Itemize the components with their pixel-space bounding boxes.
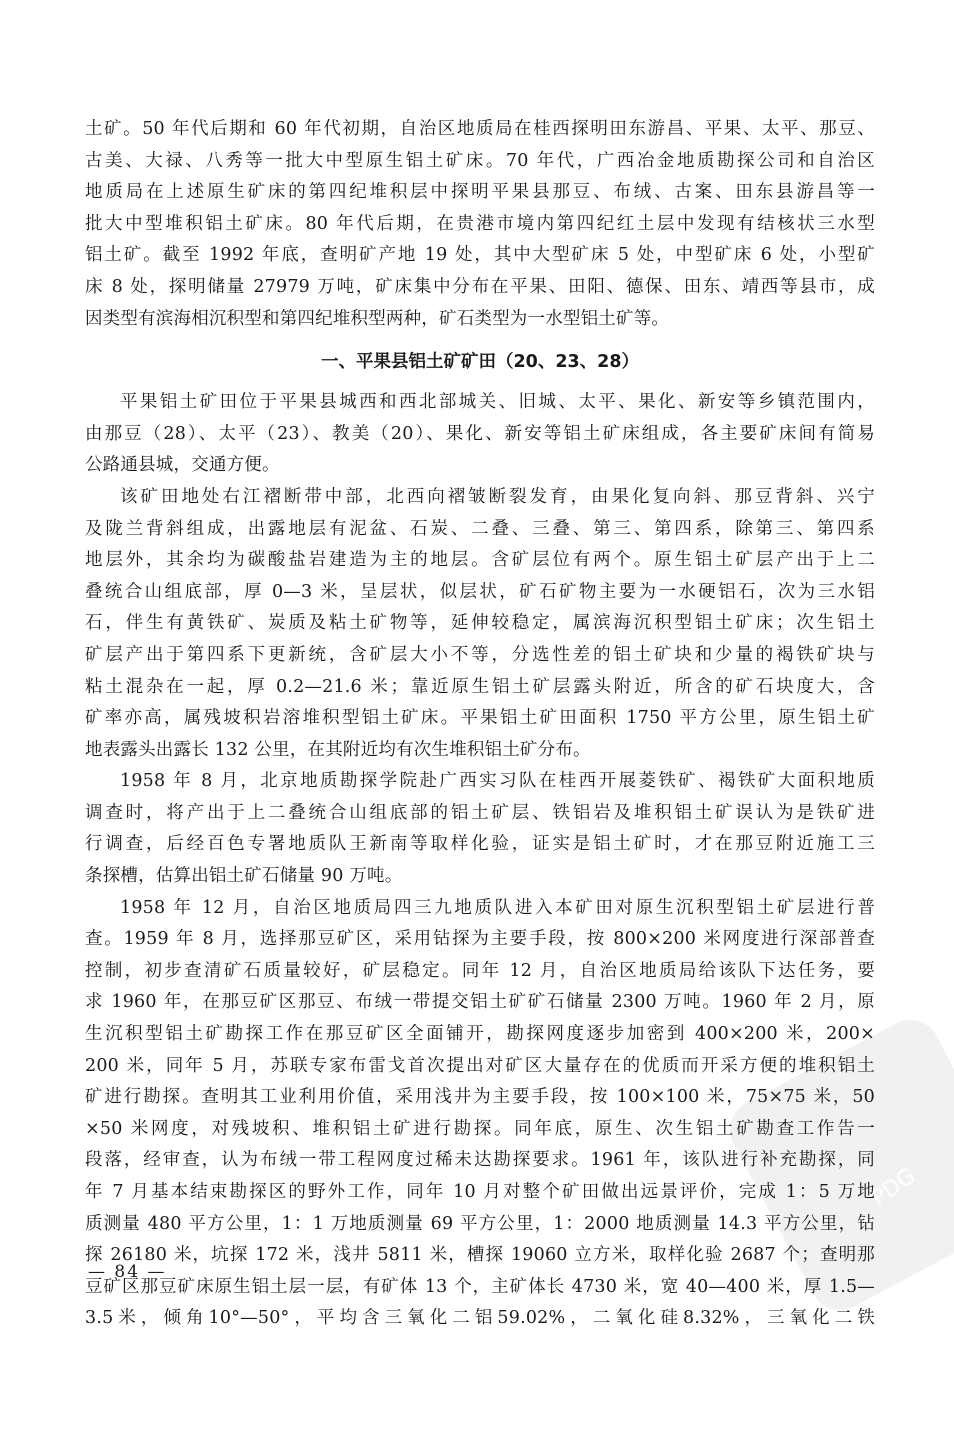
body-text xyxy=(85,114,875,1335)
text-line: 因类型有滨海相沉积型和第四纪堆积型两种，矿石类型为一水型铝土矿等。 xyxy=(85,308,670,329)
text-line: 1958 年 8 月，北京地质勘探学院赴广西实习队在桂西开展菱铁矿、褐铁矿大面积地质 xyxy=(120,771,875,792)
text-line: 年 7 月基本结束勘探区的野外工作，同年 10 月对整个矿田做出远景评价，完成 1：5 万地 xyxy=(85,1182,875,1202)
text-line: 地质局在上述原生矿床的第四纪堆积层中探明平果县那豆、布绒、古案、田东县游昌等一 xyxy=(85,182,875,203)
text-line: 叠统合山组底部，厚 0—3 米，呈层状，似层状，矿石矿物主要为一水硬铝石，次为三水铝 xyxy=(85,581,875,602)
paragraph-history-1958-aug xyxy=(85,766,875,892)
text-line: 公路通县城，交通方便。 xyxy=(85,455,280,476)
text-line: 条探槽，估算出铝土矿石储量 90 万吨。 xyxy=(85,866,403,887)
text-line: 质测量 480 平方公里，1：1 万地质测量 69 平方公里，1：2000 地质测量 14.3 平方公里，钻 xyxy=(85,1213,875,1234)
paragraph-location xyxy=(85,387,875,482)
text-line: 土矿。50 年代后期和 60 年代初期，自治区地质局在桂西探明田东游昌、平果、太平、那豆、 xyxy=(85,119,875,139)
text-line: 控制，初步查清矿石质量较好，矿层稳定。同年 12 月，自治区地质局给该队下达任务，要 xyxy=(85,960,875,981)
text-line: 求 1960 年，在那豆矿区那豆、布绒一带提交铝土矿矿石储量 2300 万吨。1960 年 2 月，原 xyxy=(85,992,875,1013)
text-line: 3.5米，倾角10°—50°，平均含三氧化二铝59.02%，二氧化硅8.32%，三氧化二铁 xyxy=(85,1308,875,1329)
text-line: 石，伴生有黄铁矿、炭质及粘土矿物等，延伸较稳定，属滨海沉积型铝土矿床；次生铝土 xyxy=(85,613,875,634)
paragraph-history-1958-dec xyxy=(85,893,875,1335)
text-line: 矿进行勘探。查明其工业利用价值，采用浅井为主要手段，按 100×100 米，75×75 米，50 xyxy=(85,1087,875,1108)
text-line: 批大中型堆积铝土矿床。80 年代后期，在贵港市境内第四纪红土层中发现有结核状三水型 xyxy=(85,213,875,234)
text-line: 行调查，后经百色专署地质队王新南等取样化验，证实是铝土矿时，才在那豆附近施工三 xyxy=(85,834,875,855)
text-line: 由那豆（28）、太平（23）、教美（20）、果化、新安等铝土矿床组成，各主要矿床间有简易 xyxy=(85,423,875,444)
text-line: 探 26180 米，坑探 172 米，浅井 5811 米，槽探 19060 立方米，取样化验 2687 个；查明那 xyxy=(85,1245,875,1266)
text-line: 查。1959 年 8 月，选择那豆矿区，采用钻探为主要手段，按 800×200 米网度进行深部普查 xyxy=(85,929,875,950)
intro-paragraph xyxy=(85,114,875,335)
watermark-text: PDG xyxy=(867,1163,921,1212)
text-line: 粘土混杂在一起，厚 0.2—21.6 米；靠近原生铝土矿层露头附近，所含的矿石块度大，含 xyxy=(85,676,875,697)
text-line: 1958 年 12 月，自治区地质局四三九地质队进入本矿田对原生沉积型铝土矿层进行普 xyxy=(120,897,875,918)
text-line: 200 米，同年 5 月，苏联专家布雷戈首次提出对矿区大量存在的优质而开采方便的堆积铝土 xyxy=(85,1055,875,1076)
paragraph-geology xyxy=(85,482,875,766)
page-number: — 84 — xyxy=(88,1262,167,1282)
section-heading: 一、平果县铝土矿矿田（20、23、28） xyxy=(320,352,640,373)
text-line: 及陇兰背斜组成，出露地层有泥盆、石炭、二叠、三叠、第三、第四系，除第三、第四系 xyxy=(85,518,875,539)
text-line: 地层外，其余均为碳酸盐岩建造为主的地层。含矿层位有两个。原生铝土矿层产出于上二 xyxy=(85,550,875,571)
text-line: 调查时，将产出于上二叠统合山组底部的铝土矿层、铁铝岩及堆积铝土矿误认为是铁矿进 xyxy=(85,802,875,823)
text-line: 段落，经审查，认为布绒一带工程网度过稀未达勘探要求。1961 年，该队进行补充勘探，同 xyxy=(85,1150,875,1171)
text-line: 地表露头出露长 132 公里，在其附近均有次生堆积铝土矿分布。 xyxy=(85,739,591,760)
text-line: 床 8 处，探明储量 27979 万吨，矿床集中分布在平果、田阳、德保、田东、靖西等县市，成 xyxy=(85,276,875,297)
text-line: 矿层产出于第四系下更新统，含矿层大小不等，分选性差的铝土矿块和少量的褐铁矿块与 xyxy=(85,644,875,665)
text-line: 该矿田地处右江褶断带中部，北西向褶皱断裂发育，由果化复向斜、那豆背斜、兴宁 xyxy=(120,486,875,507)
text-line: 平果铝土矿田位于平果县城西和西北部城关、旧城、太平、果化、新安等乡镇范围内， xyxy=(120,392,875,413)
text-line: 铝土矿。截至 1992 年底，查明矿产地 19 处，其中大型矿床 5 处，中型矿床 6 处，小型矿 xyxy=(85,245,875,266)
text-line: ×50 米网度，对残坡积、堆积铝土矿进行勘探。同年底，原生、次生铝土矿勘查工作告一 xyxy=(85,1118,875,1139)
text-line: 豆矿区那豆矿床原生铝土层一层，有矿体 13 个，主矿体长 4730 米，宽 40—400 米，厚 1.5— xyxy=(85,1276,875,1297)
text-line: 生沉积型铝土矿勘探工作在那豆矿区全面铺开，勘探网度逐步加密到 400×200 米，200× xyxy=(85,1024,875,1045)
text-line: 矿率亦高，属残坡积岩溶堆积型铝土矿床。平果铝土矿田面积 1750 平方公里，原生铝土矿 xyxy=(85,708,875,729)
text-line: 古美、大禄、八秀等一批大中型原生铝土矿床。70 年代，广西冶金地质勘探公司和自治区 xyxy=(85,150,875,171)
